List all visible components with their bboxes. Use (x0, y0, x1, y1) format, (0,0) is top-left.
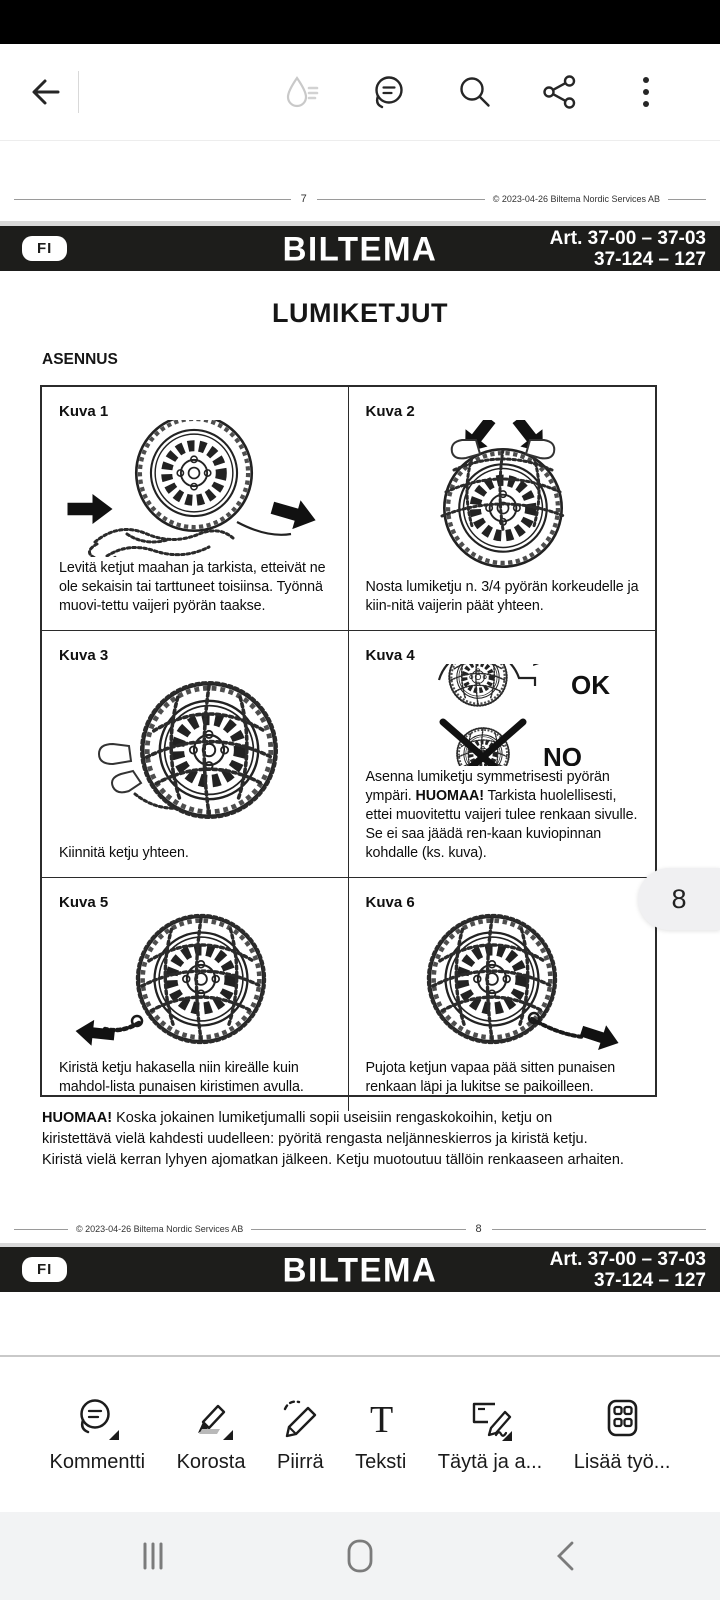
article-line-2: 37-124 – 127 (594, 248, 706, 270)
note-line-3: Kiristä vielä kerran lyhyen ajomatkan jälkeen. Ketju muotoutuu tällöin renkaaseen arhaiten. (42, 1152, 624, 1169)
biltema-logo: BILTEMA (282, 228, 438, 268)
overflow-menu-button[interactable] (626, 72, 666, 112)
caption-bold: HUOMAA! (415, 788, 484, 804)
figure-caption (366, 768, 646, 863)
no-label: NO (542, 742, 582, 766)
annotation-toolbar (0, 1357, 720, 1512)
tool-label: Korosta (176, 1451, 246, 1473)
copyright-text: © 2023-04-26 Biltema Nordic Services AB (492, 194, 660, 204)
article-numbers (550, 1249, 706, 1291)
tool-add-tools[interactable] (574, 1395, 671, 1474)
figure-illustration (349, 664, 656, 766)
tool-label: Täytä ja a... (437, 1451, 543, 1473)
ink-signature-icon (282, 72, 322, 112)
tool-label: Teksti (355, 1451, 407, 1473)
figure-label: Kuva 3 (59, 647, 109, 664)
tool-highlight[interactable] (177, 1395, 246, 1474)
figure-label: Kuva 6 (365, 894, 415, 911)
highlight-icon (188, 1395, 234, 1441)
tool-fill-sign[interactable] (438, 1395, 543, 1474)
copyright-text: © 2023-04-26 Biltema Nordic Services AB (76, 1224, 244, 1234)
article-line-2: 37-124 – 127 (594, 1269, 706, 1291)
toolbar-divider (78, 71, 79, 113)
table-row (42, 631, 655, 878)
recents-icon (132, 1535, 174, 1577)
document-header (0, 1247, 720, 1292)
footer-rule (14, 1229, 68, 1230)
caption-rest: Tarkista huolellisesti, ettei muovitettu vaijeri tulee renkaan sivulle. Se ei saa jäädä ren-kaan kuviopinnan kohdalle (ks. kuva). (365, 788, 638, 861)
figure-caption: Nosta lumiketju n. 3/4 pyörän korkeudelle ja kiin-nitä vaijerin päät yhteen. (365, 579, 639, 614)
caption-lead: Asenna lumiketju symmetrisesti pyörän ympäri. (365, 769, 610, 804)
figure-cell-kuva5 (42, 878, 349, 1111)
back-icon (546, 1535, 588, 1577)
page7-number: 7 (300, 193, 307, 205)
share-icon (540, 72, 580, 112)
figure-label: Kuva 5 (59, 894, 109, 911)
ink-signature-button[interactable] (282, 72, 322, 112)
footer-rule (251, 1229, 465, 1230)
figure-illustration (42, 911, 348, 1057)
language-badge: FI (22, 236, 67, 261)
footer-rule (317, 199, 485, 200)
navigation-bar (0, 1512, 720, 1600)
comment-icon (74, 1395, 120, 1441)
figure-caption: Levitä ketjut maahan ja tarkista, etteivät ne ole sekaisin tai tarttuneet toisiinsa. Työnnä muovi-tettu vaijeri pyörän taakse. (59, 560, 326, 614)
search-icon (454, 72, 494, 112)
article-line-1: Art. 37-00 – 37-03 (549, 227, 706, 249)
status-bar (0, 0, 720, 44)
figure-illustration (42, 664, 348, 842)
note-line-2: kiristettävä vielä kahdesti uudelleen: pyöritä rengasta neljänneskierros ja kiristä ketju. (42, 1131, 588, 1148)
tool-label: Kommentti (49, 1451, 146, 1473)
note-bold: HUOMAA! (42, 1110, 113, 1126)
figure-label: Kuva 4 (365, 647, 415, 664)
figure-label: Kuva 1 (59, 403, 109, 420)
tool-label: Piirrä (276, 1451, 324, 1473)
tool-text[interactable] (355, 1395, 406, 1474)
back-arrow-icon (26, 72, 66, 112)
app-toolbar (0, 44, 720, 141)
recents-button[interactable] (132, 1535, 174, 1577)
comment-button[interactable] (368, 72, 408, 112)
note-line-1 (42, 1108, 624, 1129)
figure-illustration (42, 420, 348, 557)
home-icon (339, 1535, 381, 1577)
page8-footer (14, 1220, 706, 1238)
tool-draw[interactable] (277, 1395, 324, 1474)
tool-label: Lisää työ... (573, 1451, 671, 1473)
back-button-nav[interactable] (546, 1535, 588, 1577)
figure-illustration (349, 420, 656, 576)
figure-caption: Kiinnitä ketju yhteen. (59, 845, 189, 861)
tool-comment[interactable] (49, 1395, 145, 1474)
page-indicator-value: 8 (671, 883, 687, 914)
back-button[interactable] (24, 70, 68, 114)
note-line-1-text: Koska jokainen lumiketjumalli sopii useisiin rengaskokoihin, ketju on (112, 1110, 553, 1126)
article-line-1: Art. 37-00 – 37-03 (549, 1248, 706, 1270)
language-badge: FI (22, 1257, 67, 1282)
footer-rule (492, 1229, 706, 1230)
figure-cell-kuva2 (349, 387, 656, 630)
page8-number: 8 (475, 1223, 482, 1235)
ok-label: OK (570, 670, 610, 700)
note-paragraph (42, 1108, 624, 1171)
table-row (42, 387, 655, 631)
footer-rule (14, 199, 291, 200)
figure-cell-kuva3 (42, 631, 349, 877)
text-icon (358, 1395, 404, 1441)
svg-text:T: T (369, 1399, 393, 1441)
comment-icon (368, 72, 408, 112)
figure-caption: Kiristä ketju hakasella niin kireälle kuin mahdol-lista punaisen kiristimen avulla. (59, 1060, 304, 1095)
share-button[interactable] (540, 72, 580, 112)
document-header (0, 226, 720, 271)
add-tools-icon (599, 1395, 645, 1441)
draw-icon (277, 1395, 323, 1441)
section-heading: ASENNUS (42, 351, 118, 368)
figure-label: Kuva 2 (365, 403, 415, 420)
home-button[interactable] (339, 1535, 381, 1577)
fill-sign-icon (467, 1395, 513, 1441)
figure-table (40, 385, 657, 1097)
article-numbers (550, 228, 706, 270)
table-row (42, 878, 655, 1111)
page7-footer (14, 190, 706, 208)
footer-rule (668, 199, 706, 200)
page-title: LUMIKETJUT (272, 298, 448, 328)
figure-cell-kuva1 (42, 387, 349, 630)
page-scroll-indicator[interactable] (638, 868, 720, 930)
figure-caption: Pujota ketjun vapaa pää sitten punaisen renkaan läpi ja lukitse se paikoilleen. (365, 1060, 616, 1095)
overflow-menu-icon (626, 72, 666, 112)
biltema-logo: BILTEMA (282, 1249, 438, 1289)
search-button[interactable] (454, 72, 494, 112)
figure-cell-kuva4 (349, 631, 656, 877)
figure-cell-kuva6 (349, 878, 656, 1111)
figure-illustration (349, 911, 656, 1057)
